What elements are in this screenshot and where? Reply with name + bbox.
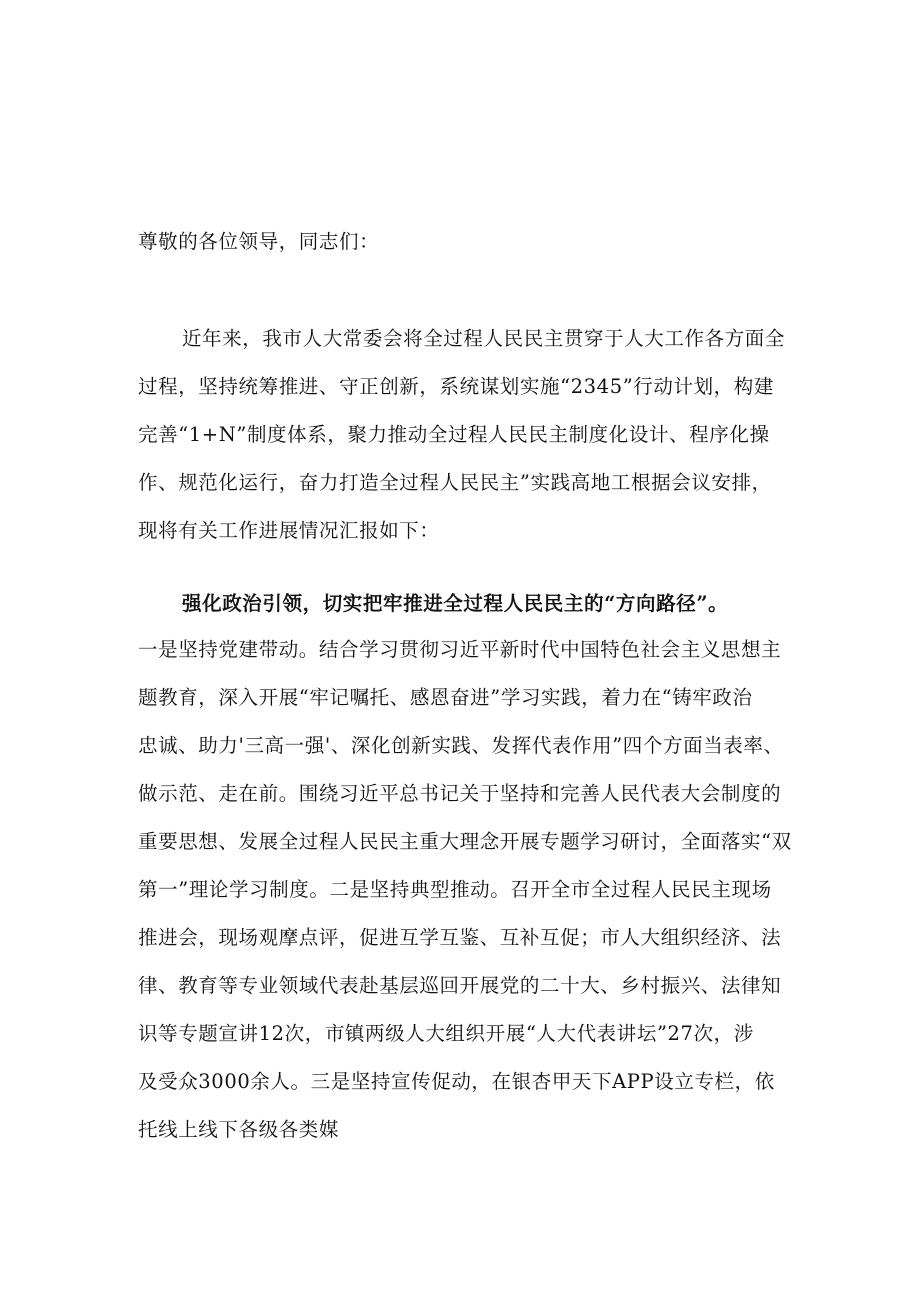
body-line: 忠诚、助力'三高一强'、深化创新实践、发挥代表作用”四个方面当表率、 (138, 734, 784, 757)
section-heading: 强化政治引领，切实把牢推进全过程人民民主的“方向路径”。 (182, 592, 729, 615)
intro-line: 近年来，我市人大常委会将全过程人民民主贯穿于人大工作各方面全 (182, 327, 786, 350)
intro-line: 现将有关工作进展情况汇报如下： (138, 519, 440, 542)
body-line: 重要思想、发展全过程人民民主重大理念开展专题学习研讨，全面落实“双 (138, 830, 792, 853)
body-line: 推进会，现场观摩点评，促进互学互鉴、互补互促；市人大组织经济、法 (138, 926, 782, 949)
body-line: 题教育，深入开展“牢记嘱托、感恩奋进”学习实践，着力在“铸牢政治 (138, 686, 753, 709)
body-line: 做示范、走在前。围绕习近平总书记关于坚持和完善人民代表大会制度的 (138, 782, 782, 805)
body-line: 律、教育等专业领域代表赴基层巡回开展党的二十大、乡村振兴、法律知 (138, 974, 782, 997)
body-line: 托线上线下各级各类媒 (138, 1118, 340, 1141)
body-line: 识等专题宣讲12次，市镇两级人大组织开展“人大代表讲坛”27次，涉 (138, 1022, 754, 1045)
salutation: 尊敬的各位领导，同志们： (138, 230, 380, 253)
intro-line: 过程，坚持统筹推进、守正创新，系统谋划实施“2345”行动计划，构建 (138, 375, 774, 398)
body-line: 及受众3000余人。三是坚持宣传促动，在银杏甲天下APP设立专栏，依 (138, 1070, 775, 1093)
intro-line: 完善“1+N”制度体系，聚力推动全过程人民民主制度化设计、程序化操 (138, 423, 770, 446)
intro-line: 作、规范化运行，奋力打造全过程人民民主”实践高地工根据会议安排， (138, 471, 772, 494)
body-line: 第一”理论学习制度。二是坚持典型推动。召开全市全过程人民民主现场 (138, 878, 772, 901)
body-line: 一是坚持党建带动。结合学习贯彻习近平新时代中国特色社会主义思想主 (138, 638, 782, 661)
